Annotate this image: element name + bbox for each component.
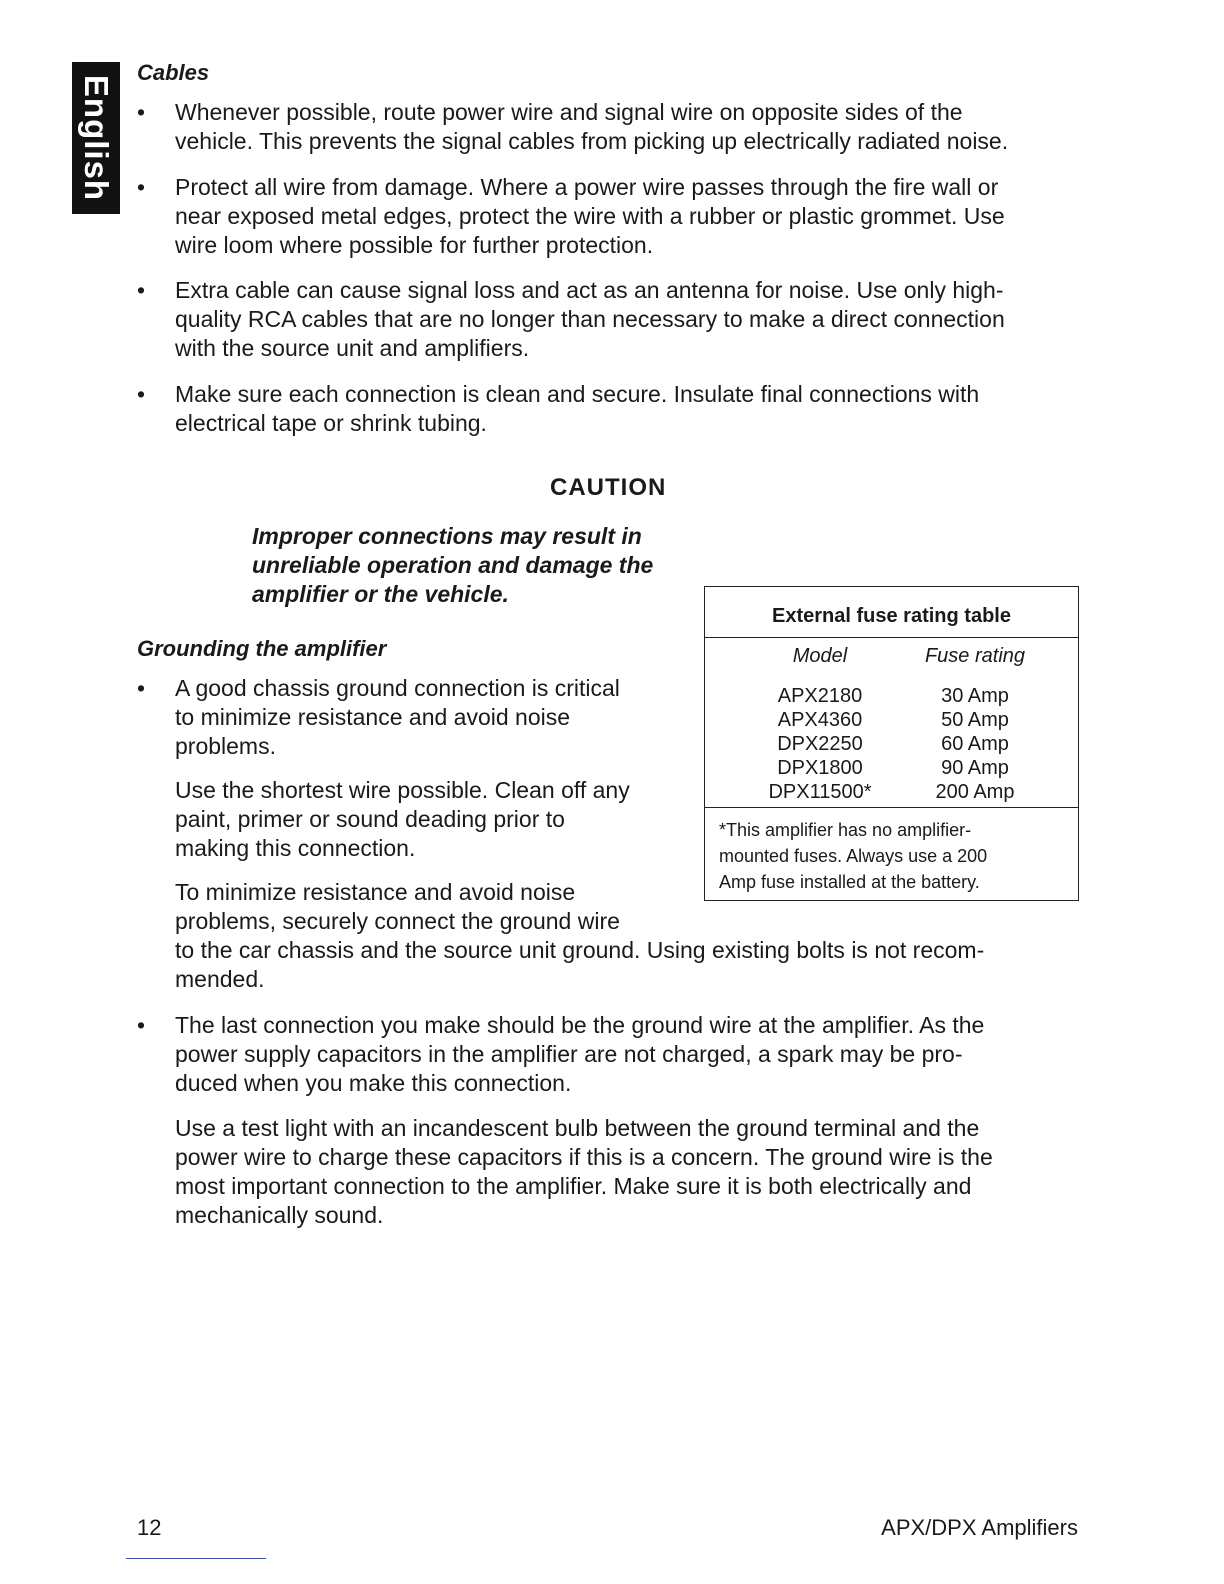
text-line: quality RCA cables that are no longer than necessary to make a direct connection: [175, 306, 1005, 332]
caution-text: [252, 522, 712, 609]
rating-cell: 60 Amp: [941, 733, 1009, 755]
text-line: The last connection you make should be the ground wire at the amplifier. As the: [175, 1012, 985, 1038]
model-cell: DPX11500*: [768, 781, 872, 803]
bullet-dot: •: [137, 174, 146, 200]
grounding-bullet-2: [175, 1011, 984, 1098]
text-line: problems.: [175, 733, 276, 759]
text-line: to minimize resistance and avoid noise: [175, 704, 571, 730]
grounding-heading: Grounding the amplifier: [137, 636, 387, 661]
cables-bullet-2: [175, 173, 1005, 260]
text-line: Extra cable can cause signal loss and act as an antenna for noise. Use only high-: [175, 277, 1004, 303]
text-line: Amp fuse installed at the battery.: [719, 872, 980, 892]
text-line: *This amplifier has no amplifier-: [719, 820, 972, 840]
model-cell: DPX2250: [777, 733, 863, 755]
text-line: electrical tape or shrink tubing.: [175, 410, 487, 436]
column-header-model: Model: [792, 645, 848, 667]
text-line: Whenever possible, route power wire and signal wire on opposite sides of the: [175, 99, 963, 125]
divider: [705, 637, 1078, 638]
text-line: Use the shortest wire possible. Clean off any: [175, 777, 630, 803]
language-tab-label: English: [78, 74, 115, 202]
grounding-bullet-1: [175, 674, 620, 761]
text-line: Improper connections may result in: [252, 523, 642, 549]
text-line: vehicle. This prevents the signal cables from picking up electrically radiated noise.: [175, 128, 1009, 154]
bullet-dot: •: [137, 675, 146, 701]
cables-bullet-3: [175, 276, 1005, 363]
table-row: [705, 685, 1078, 709]
text-line: power wire to charge these capacitors if this is a concern. The ground wire is the: [175, 1144, 993, 1170]
column-header-fuse-rating: Fuse rating: [924, 645, 1026, 667]
text-line: amplifier or the vehicle.: [252, 581, 509, 607]
text-line: with the source unit and amplifiers.: [175, 335, 530, 361]
text-line: unreliable operation and damage the: [252, 552, 654, 578]
divider: [705, 807, 1078, 808]
cables-heading: Cables: [137, 60, 210, 85]
model-cell: APX4360: [777, 709, 863, 731]
text-line: duced when you make this connection.: [175, 1070, 572, 1096]
text-line: mechanically sound.: [175, 1202, 384, 1228]
footer-product-title: APX/DPX Amplifiers: [881, 1515, 1078, 1540]
text-line: Protect all wire from damage. Where a power wire passes through the fire wall or: [175, 174, 999, 200]
text-line: most important connection to the amplifier. Make sure it is both electrically and: [175, 1173, 972, 1199]
text-line: problems, securely connect the ground wire: [175, 908, 620, 934]
text-line: power supply capacitors in the amplifier are not charged, a spark may be pro-: [175, 1041, 963, 1067]
text-line: mended.: [175, 966, 265, 992]
fuse-table-title: External fuse rating table: [772, 605, 1011, 627]
text-line: Make sure each connection is clean and secure. Insulate final connections with: [175, 381, 980, 407]
rating-cell: 90 Amp: [941, 757, 1009, 779]
text-line: paint, primer or sound deading prior to: [175, 806, 565, 832]
table-row: [705, 733, 1078, 757]
page-number: 12: [137, 1515, 162, 1540]
language-tab: [72, 62, 120, 214]
text-line: to the car chassis and the source unit ground. Using existing bolts is not recom-: [175, 937, 985, 963]
text-line: Use a test light with an incandescent bulb between the ground terminal and the: [175, 1115, 980, 1141]
rating-cell: 30 Amp: [941, 685, 1009, 707]
table-row: [705, 757, 1078, 781]
fuse-rating-table: [704, 586, 1079, 901]
bullet-dot: •: [137, 1012, 146, 1038]
text-line: making this connection.: [175, 835, 416, 861]
text-line: To minimize resistance and avoid noise: [175, 879, 576, 905]
rating-cell: 50 Amp: [941, 709, 1009, 731]
text-line: wire loom where possible for further protection.: [175, 232, 654, 258]
text-line: mounted fuses. Always use a 200: [719, 846, 988, 866]
text-line: near exposed metal edges, protect the wire with a rubber or plastic grommet. Use: [175, 203, 1005, 229]
table-row: [705, 709, 1078, 733]
caution-title: CAUTION: [550, 474, 667, 501]
model-cell: DPX1800: [777, 757, 863, 779]
cables-bullet-4: [175, 380, 979, 438]
grounding-paragraph-1: [175, 776, 630, 863]
text-line: A good chassis ground connection is critical: [175, 675, 620, 701]
model-cell: APX2180: [777, 685, 863, 707]
bullet-dot: •: [137, 277, 146, 303]
footer-rule: [126, 1558, 266, 1559]
bullet-dot: •: [137, 99, 146, 125]
grounding-paragraph-3: [175, 1114, 993, 1230]
grounding-paragraph-2: [175, 878, 984, 994]
cables-bullet-1: [175, 98, 1008, 156]
bullet-dot: •: [137, 381, 146, 407]
rating-cell: 200 Amp: [935, 781, 1015, 803]
table-row: [705, 781, 1078, 805]
